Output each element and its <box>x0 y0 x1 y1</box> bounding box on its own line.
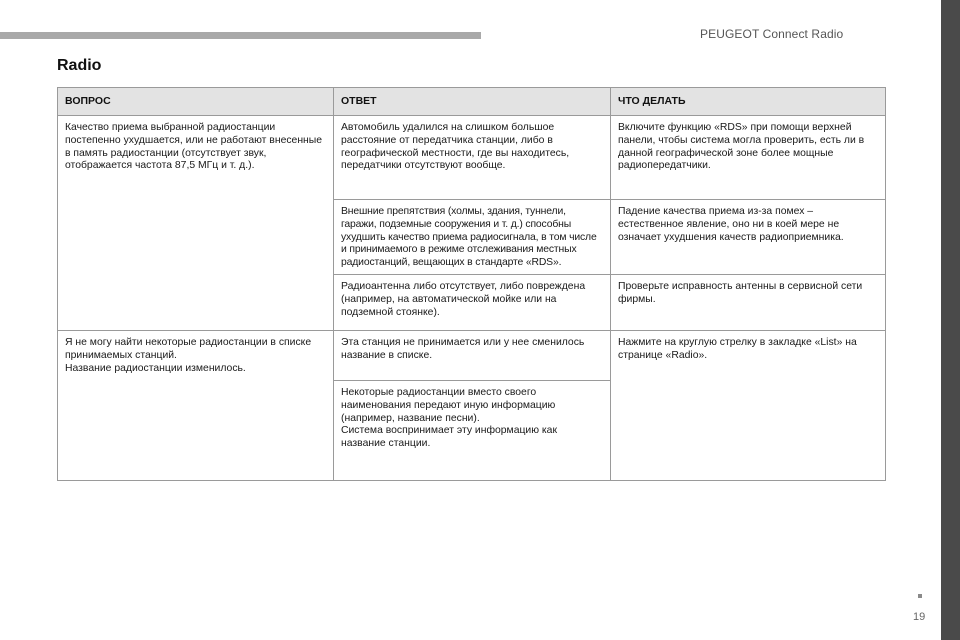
table-row <box>58 116 886 200</box>
answer-cell: Автомобиль удалился на слишком большое расстояние от передатчика станции, либо в географической местности, где вы находитесь, передатчики отсутствуют вообще. <box>334 116 611 200</box>
section-title: Radio <box>57 57 102 74</box>
answer-cell: Радиоантенна либо отсутствует, либо повреждена (например, на автоматической мойке или на подземной стоянке). <box>334 274 611 330</box>
action-cell: Нажмите на круглую стрелку в закладке «List» на странице «Radio». <box>611 330 886 480</box>
answer-cell: Внешние препятствия (холмы, здания, туннели, гаражи, подземные сооружения и т. д.) способны ухудшить качество приема радиосигнала, в том числе и принимаемого в режиме отслеживания местных радиостанций, вещающих в стандарте «RDS». <box>334 200 611 275</box>
troubleshooting-table <box>57 87 886 481</box>
side-strip <box>941 0 960 640</box>
action-cell: Включите функцию «RDS» при помощи верхней панели, чтобы система могла проверить, есть ли в данной географической зоне более мощные радиопередатчики. <box>611 116 886 200</box>
action-cell: Проверьте исправность антенны в сервисной сети фирмы. <box>611 274 886 330</box>
table-header-row <box>58 88 886 116</box>
column-header-action: ЧТО ДЕЛАТЬ <box>611 88 886 116</box>
header-rule <box>0 32 481 39</box>
action-cell: Падение качества приема из-за помех – естественное явление, оно ни в коей мере не означает ухудшения качеств радиоприемника. <box>611 200 886 275</box>
page-marker <box>918 594 922 598</box>
column-header-answer: ОТВЕТ <box>334 88 611 116</box>
column-header-question: ВОПРОС <box>58 88 334 116</box>
question-cell: Качество приема выбранной радиостанции постепенно ухудшается, или не работают внесенные в память радиостанции (отсутствует звук, отображается частота 87,5 МГц и т. д.). <box>58 116 334 331</box>
answer-cell: Некоторые радиостанции вместо своего наименования передают иную информацию (например, название песни). Система воспринимает эту информацию как название станции. <box>334 380 611 480</box>
table-row <box>58 330 886 380</box>
answer-cell: Эта станция не принимается или у нее сменилось название в списке. <box>334 330 611 380</box>
question-cell: Я не могу найти некоторые радиостанции в списке принимаемых станций. Название радиостанции изменилось. <box>58 330 334 480</box>
page-number: 19 <box>913 611 926 623</box>
document-header: PEUGEOT Connect Radio <box>700 27 844 41</box>
